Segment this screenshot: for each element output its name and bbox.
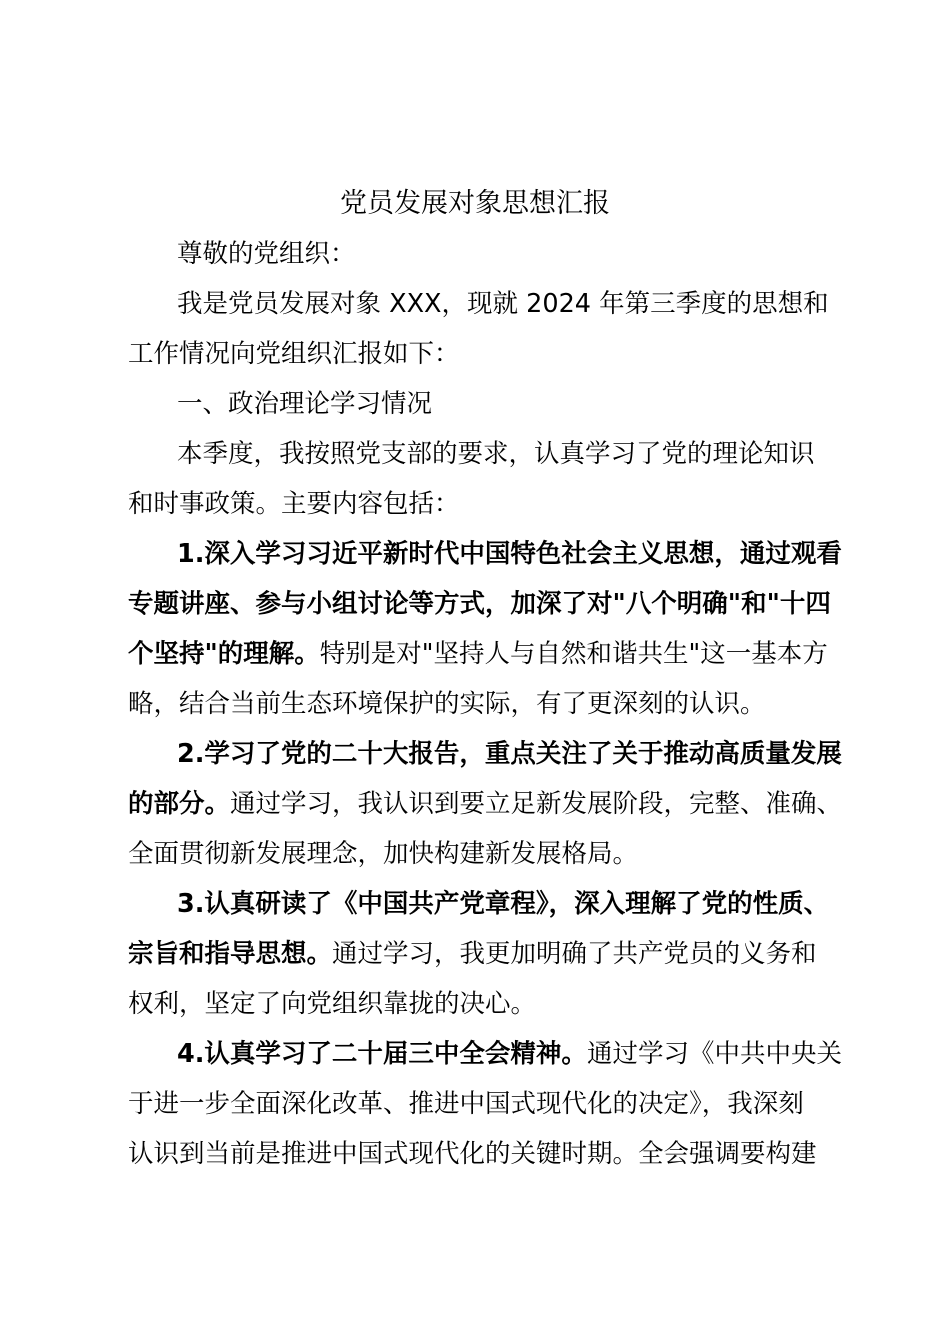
list-item-line [128, 634, 828, 674]
list-item-line [128, 584, 831, 624]
text-segment: 一、政治理论学习情况 [177, 389, 433, 419]
text-segment: 全面贯彻新发展理念，加快构建新发展格局。 [128, 839, 639, 869]
text-segment: 略，结合当前生态环境保护的实际，有了更深刻的认识。 [128, 689, 766, 719]
salutation-line [177, 234, 356, 274]
list-item-line [177, 1034, 842, 1074]
list-item-line [128, 834, 638, 874]
text-segment: 通过学习，我认识到要立足新发展阶段，完整、准确、 [230, 789, 843, 819]
section-heading [177, 384, 432, 424]
bold-text-segment: 2.学习了党的二十大报告，重点关注了关于推动高质量发展 [177, 739, 842, 769]
list-item-line [128, 934, 817, 974]
bold-text-segment: 的部分。 [128, 789, 231, 819]
bold-text-segment: 1.深入学习习近平新时代中国特色社会主义思想，通过观看 [177, 539, 842, 569]
list-item-line [128, 684, 766, 724]
bold-text-segment: 专题讲座、参与小组讨论等方式，加深了对"八个明确"和"十四 [128, 589, 831, 619]
list-item-line [177, 734, 842, 774]
list-item-line [177, 534, 842, 574]
paragraph-line [177, 434, 815, 474]
text-segment: 特别是对"坚持人与自然和谐共生"这一基本方 [319, 639, 828, 669]
document-title: 党员发展对象思想汇报 [340, 188, 610, 219]
bold-text-segment: 宗旨和指导思想。 [128, 939, 333, 969]
text-segment: 我是党员发展对象 XXX，现就 2024 年第三季度的思想和 [177, 289, 829, 319]
text-segment: 尊敬的党组织： [177, 239, 356, 269]
text-segment: 认识到当前是推进中国式现代化的关键时期。全会强调要构建 [128, 1139, 817, 1169]
bold-text-segment: 个坚持"的理解。 [128, 639, 320, 669]
list-item-line [128, 1084, 804, 1124]
text-segment: 工作情况向党组织汇报如下： [128, 339, 460, 369]
paragraph-line [128, 334, 460, 374]
bold-text-segment: 3.认真研读了《中国共产党章程》，深入理解了党的性质、 [177, 889, 830, 919]
list-item-line [177, 884, 829, 924]
text-segment: 和时事政策。主要内容包括： [128, 489, 460, 519]
bold-text-segment: 4.认真学习了二十届三中全会精神。 [177, 1039, 587, 1069]
list-item-line [128, 1134, 817, 1174]
paragraph-line [177, 284, 829, 324]
text-segment: 通过学习《中共中央关 [586, 1039, 842, 1069]
text-segment: 权利，坚定了向党组织靠拢的决心。 [128, 989, 537, 1019]
list-item-line [128, 984, 536, 1024]
paragraph-line [128, 484, 460, 524]
text-segment: 于进一步全面深化改革、推进中国式现代化的决定》，我深刻 [128, 1089, 804, 1119]
text-segment: 通过学习，我更加明确了共产党员的义务和 [332, 939, 817, 969]
text-segment: 本季度，我按照党支部的要求，认真学习了党的理论知识 [177, 439, 815, 469]
list-item-line [128, 784, 842, 824]
